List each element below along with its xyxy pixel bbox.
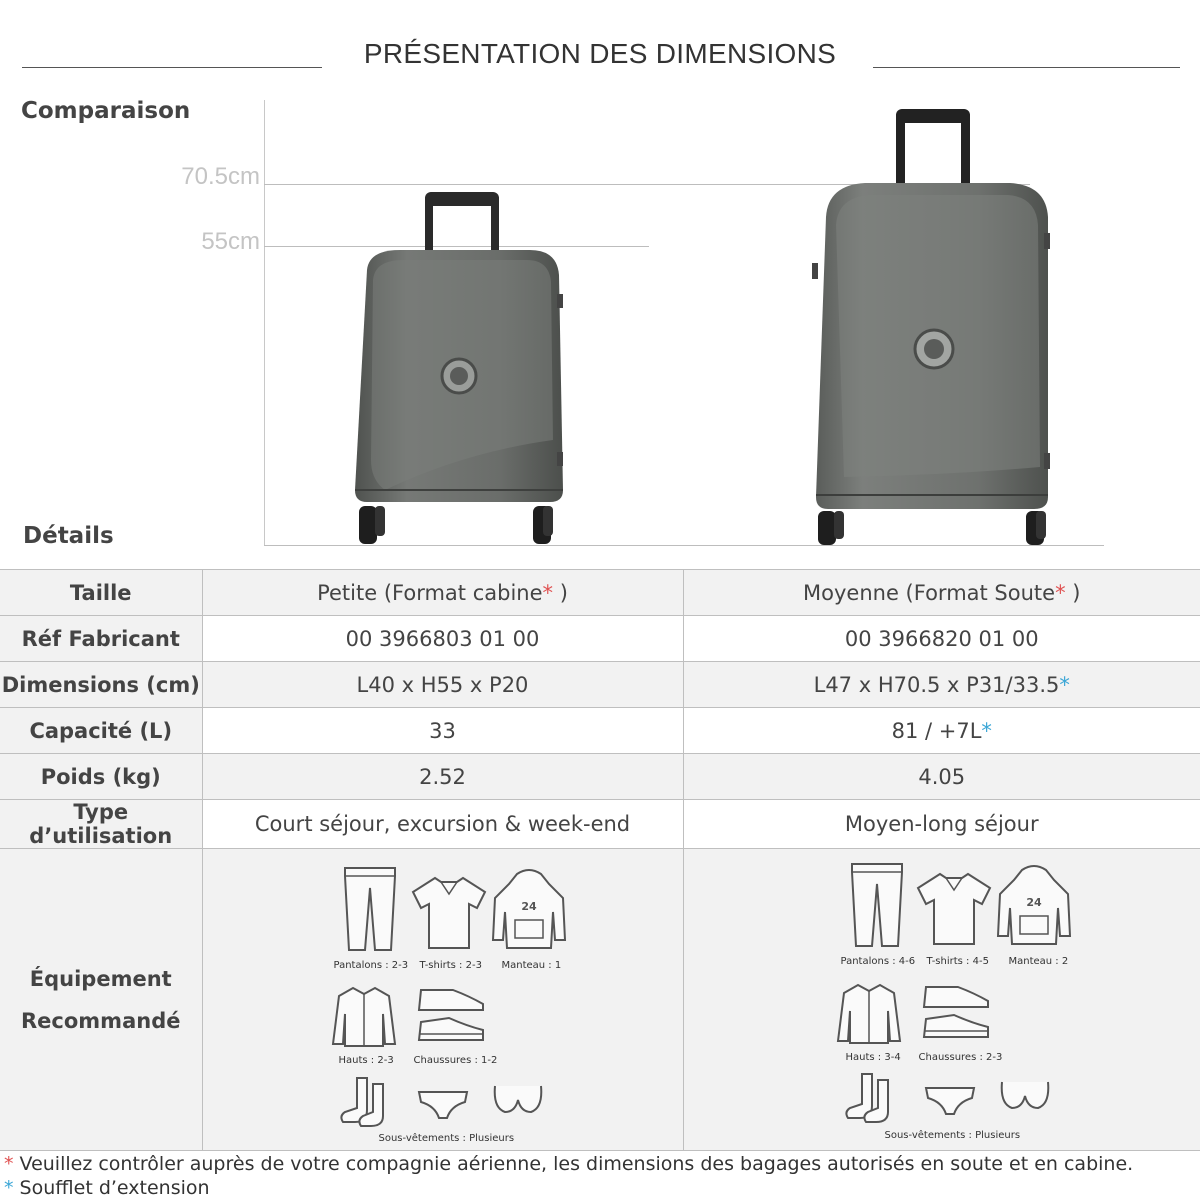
row-label-dimensions: Dimensions (cm) <box>0 662 202 708</box>
caption-pants: Pantalons : 4-6 <box>840 955 916 967</box>
caption-underwear: Sous-vêtements : Plusieurs <box>378 1132 515 1144</box>
cell-ref-large: 00 3966820 01 00 <box>683 616 1200 662</box>
cell-equipment-large <box>683 849 1200 1151</box>
row-label-capacity: Capacité (L) <box>0 708 202 754</box>
table-row-weight <box>0 754 1200 800</box>
pants-icon <box>341 864 399 952</box>
socks-icon <box>842 1072 900 1124</box>
cell-ref-small: 00 3966803 01 00 <box>202 616 683 662</box>
tshirt-icon <box>409 874 489 952</box>
socks-icon <box>337 1076 395 1128</box>
shoes-icon <box>413 984 487 1048</box>
underwear-icon <box>417 1088 469 1122</box>
caption-tops: Hauts : 2-3 <box>338 1054 394 1066</box>
tshirt-icon <box>914 870 994 948</box>
details-label: Détails <box>23 523 114 549</box>
bra-icon <box>491 1082 545 1118</box>
table-row-capacity <box>0 708 1200 754</box>
pants-icon <box>848 860 906 948</box>
shoes-icon <box>918 981 992 1045</box>
row-label-size: Taille <box>0 570 202 616</box>
asterisk-blue: * <box>981 718 992 743</box>
footnote-airline: * Veuillez contrôler auprès de votre compagnie aérienne, les dimensions des bagages autorisés en soute et en cabine. <box>4 1153 1134 1175</box>
asterisk-blue: * <box>1059 672 1070 697</box>
caption-pants: Pantalons : 2-3 <box>333 959 409 971</box>
cell-size-small: Petite (Format cabine* ) <box>202 570 683 616</box>
height-label-large: 70.5cm <box>181 163 260 190</box>
caption-coat: Manteau : 2 <box>1008 955 1069 967</box>
cell-capacity-large: 81 / +7L* <box>683 708 1200 754</box>
underwear-icon <box>924 1084 976 1118</box>
equipment-grid-large <box>684 850 1200 1150</box>
table-row-equipment <box>0 849 1200 1151</box>
caption-coat: Manteau : 1 <box>501 959 562 971</box>
suitcase-large-image <box>810 107 1058 547</box>
table-row-usage <box>0 800 1200 849</box>
row-label-usage: Type d’utilisation <box>0 800 202 849</box>
row-label-ref: Réf Fabricant <box>0 616 202 662</box>
bra-icon <box>998 1078 1052 1114</box>
caption-tshirts: T-shirts : 4-5 <box>926 955 989 967</box>
hoodie-number: 24 <box>1025 895 1042 909</box>
shirt-icon <box>836 981 902 1047</box>
caption-shoes: Chaussures : 1-2 <box>413 1054 498 1066</box>
suitcase-small-image <box>345 190 570 546</box>
table-row-dimensions <box>0 662 1200 708</box>
cell-size-large: Moyenne (Format Soute* ) <box>683 570 1200 616</box>
row-label-equipment <box>0 849 202 1151</box>
page-title: PRÉSENTATION DES DIMENSIONS <box>363 38 837 69</box>
hoodie-icon <box>994 864 1074 948</box>
specs-table <box>0 569 1200 1151</box>
caption-tops: Hauts : 3-4 <box>845 1051 901 1063</box>
caption-underwear: Sous-vêtements : Plusieurs <box>884 1129 1021 1141</box>
asterisk-red: * <box>4 1153 14 1175</box>
cell-capacity-small: 33 <box>202 708 683 754</box>
cell-usage-small: Court séjour, excursion & week-end <box>202 800 683 849</box>
caption-tshirts: T-shirts : 2-3 <box>419 959 482 971</box>
asterisk-red: * <box>1055 580 1066 605</box>
hoodie-icon <box>489 868 569 952</box>
table-row-ref <box>0 616 1200 662</box>
comparison-label: Comparaison <box>21 98 191 124</box>
chart-axis-vertical <box>264 100 265 546</box>
cell-weight-large: 4.05 <box>683 754 1200 800</box>
caption-shoes: Chaussures : 2-3 <box>918 1051 1003 1063</box>
cell-dimensions-small: L40 x H55 x P20 <box>202 662 683 708</box>
asterisk-blue: * <box>4 1177 14 1199</box>
footnote-extension: * Soufflet d’extension <box>4 1177 210 1199</box>
cell-usage-large: Moyen-long séjour <box>683 800 1200 849</box>
cell-weight-small: 2.52 <box>202 754 683 800</box>
asterisk-red: * <box>542 580 554 605</box>
cell-dimensions-large: L47 x H70.5 x P31/33.5* <box>683 662 1200 708</box>
equipment-label: Équipement Recommandé <box>21 966 181 1033</box>
shirt-icon <box>331 984 397 1050</box>
row-label-weight: Poids (kg) <box>0 754 202 800</box>
height-label-small: 55cm <box>201 228 260 255</box>
table-row-size <box>0 570 1200 616</box>
hoodie-number: 24 <box>520 899 537 913</box>
equipment-grid-small <box>203 850 683 1150</box>
cell-equipment-small <box>202 849 683 1151</box>
